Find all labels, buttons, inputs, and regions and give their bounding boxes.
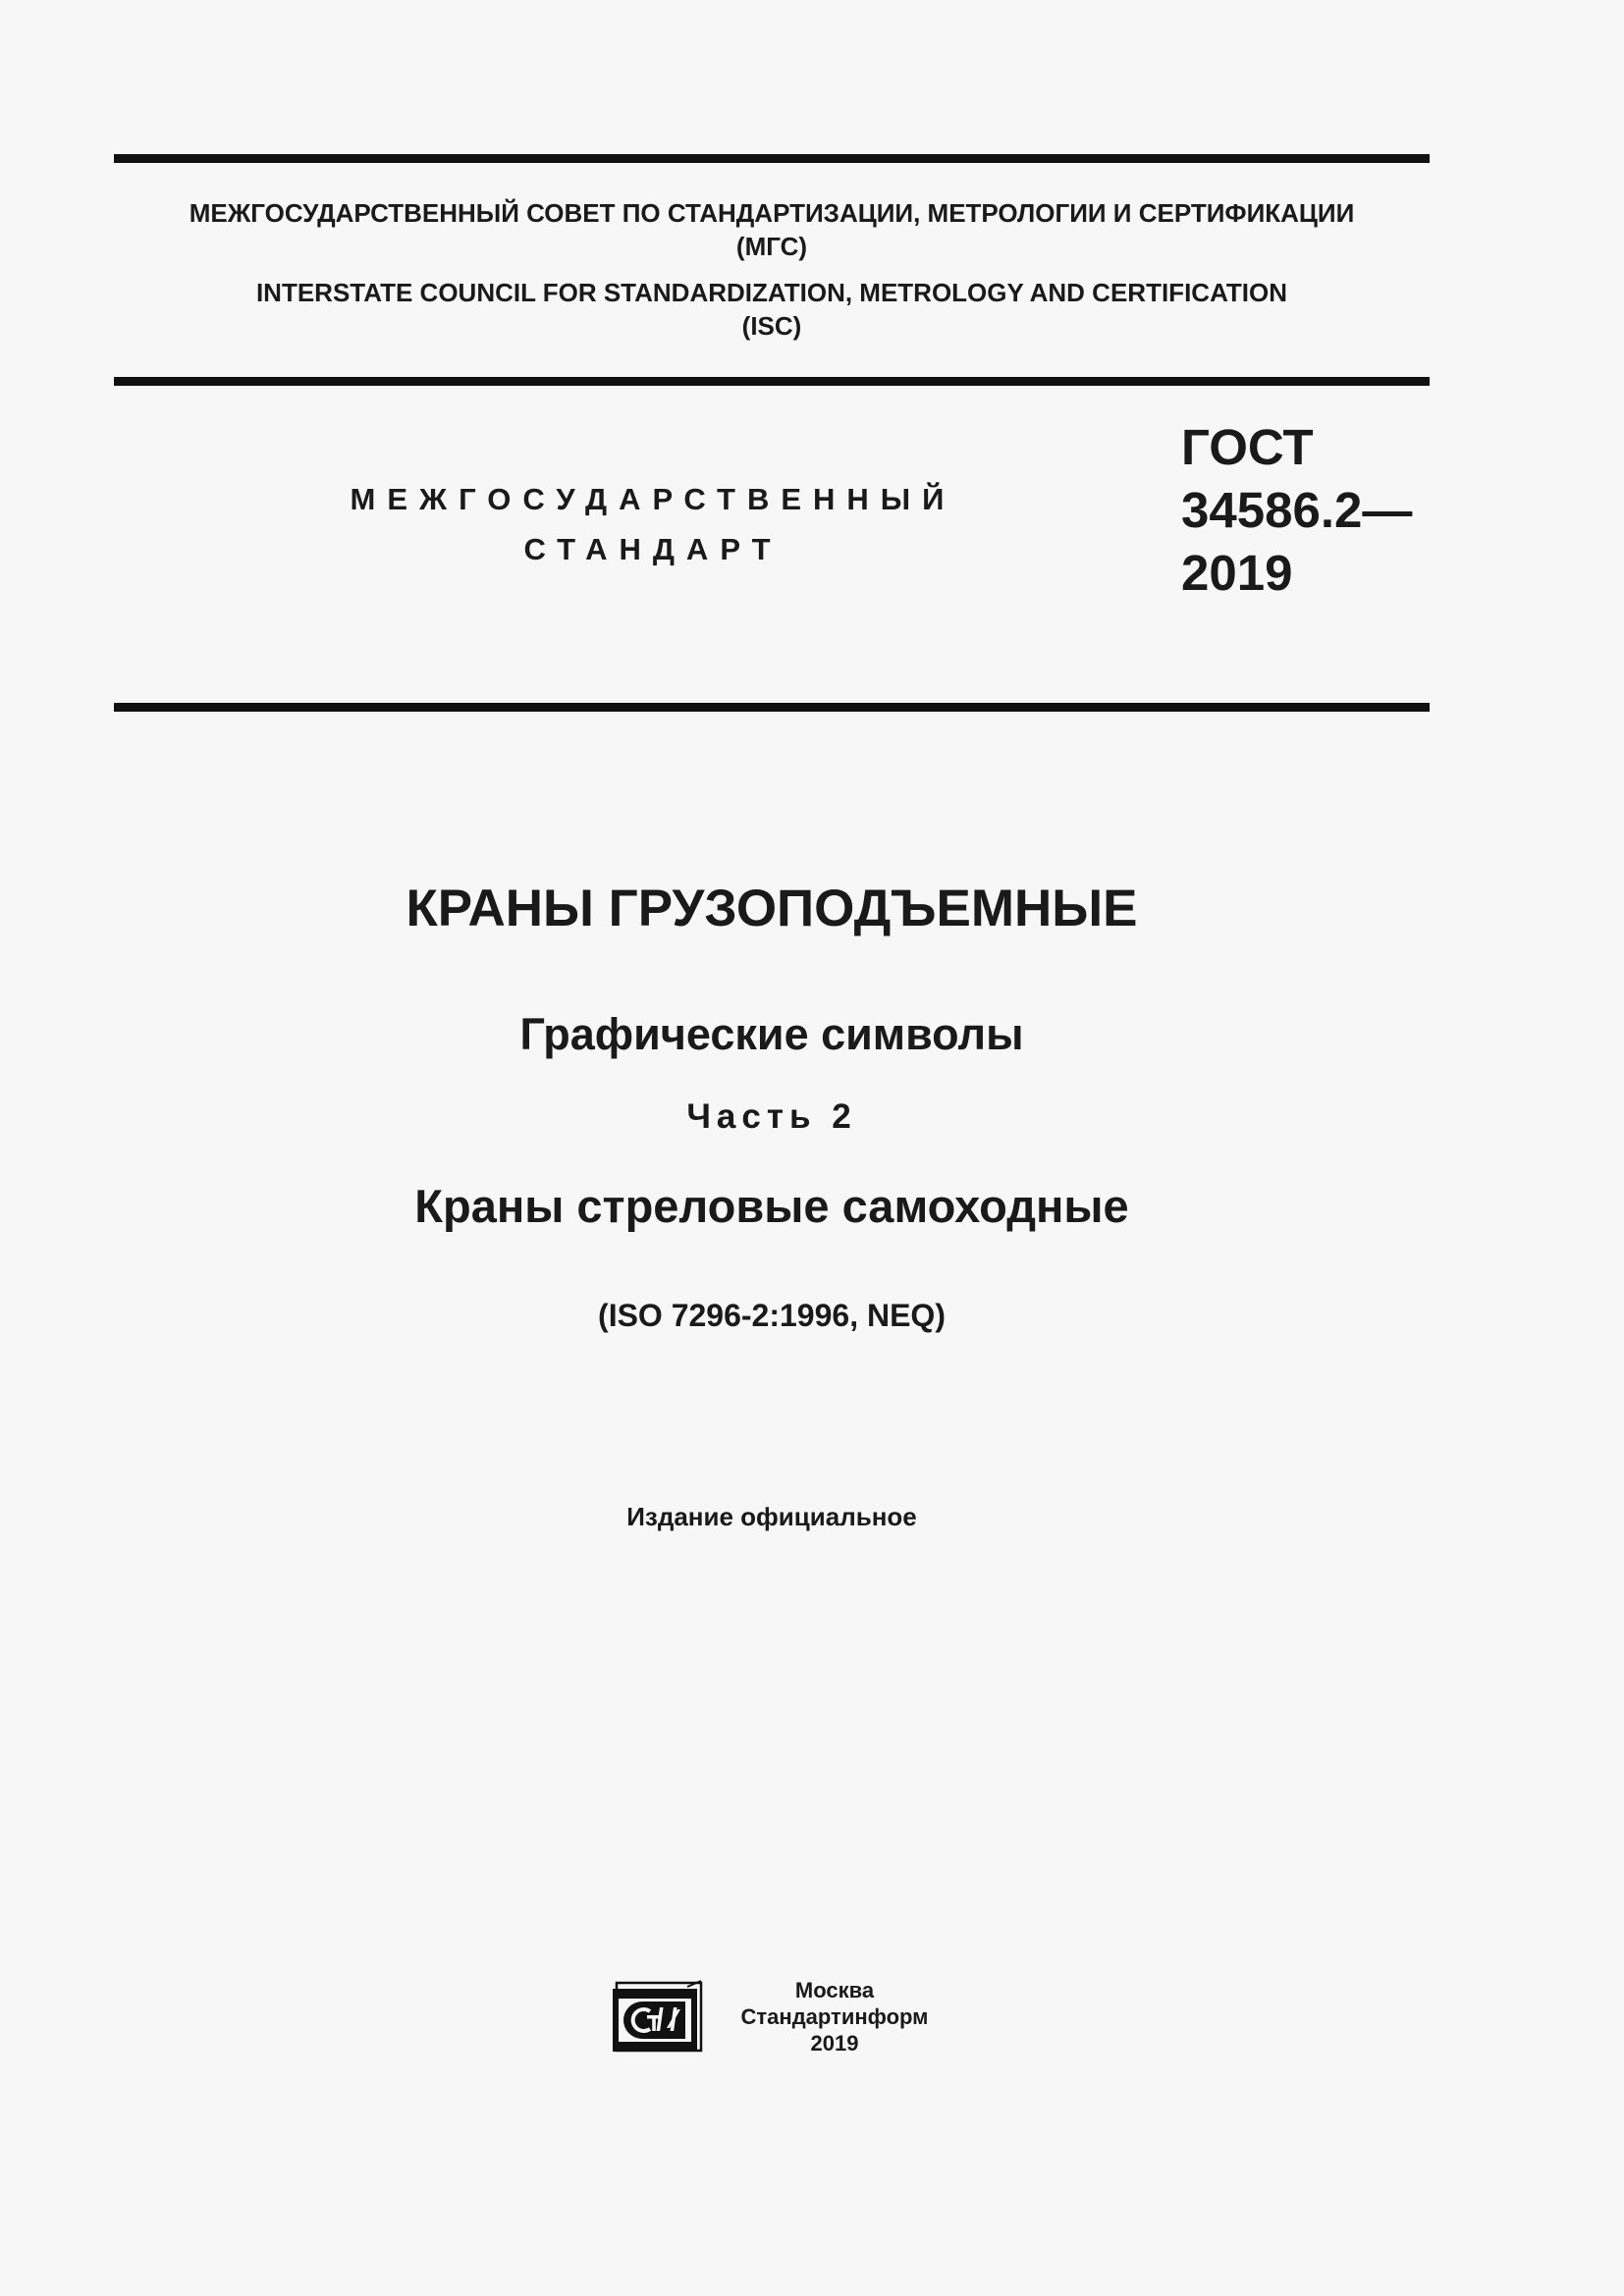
top-divider	[114, 154, 1430, 163]
publisher-name: Стандартинформ	[740, 2004, 929, 2029]
standard-type-line1: МЕЖГОСУДАРСТВЕННЫЙ	[350, 482, 956, 516]
council-name-ru	[114, 196, 1430, 263]
gost-designation	[1181, 416, 1412, 605]
gost-number: 34586.2—	[1181, 482, 1413, 538]
gost-word: ГОСТ	[1181, 419, 1314, 475]
publisher-city: Москва	[794, 1978, 875, 2002]
council-name-en-line: INTERSTATE COUNCIL FOR STANDARDIZATION, METROLOGY AND CERTIFICATION	[255, 278, 1288, 307]
edition-note: Издание официальное	[626, 1502, 917, 1531]
header-divider	[114, 377, 1430, 386]
standartinform-logo-icon	[611, 1979, 704, 2055]
designation-divider	[114, 703, 1430, 712]
council-name-ru-line: МЕЖГОСУДАРСТВЕННЫЙ СОВЕТ ПО СТАНДАРТИЗАЦИИ, МЕТРОЛОГИИ И СЕРТИФИКАЦИИ	[189, 198, 1355, 228]
gost-year: 2019	[1181, 545, 1293, 601]
council-name-en	[114, 276, 1430, 343]
iso-reference: (ISO 7296-2:1996, NEQ)	[598, 1298, 946, 1333]
council-abbr-ru: (МГС)	[735, 232, 808, 261]
part-title: Краны стреловые самоходные	[414, 1180, 1129, 1232]
document-title: КРАНЫ ГРУЗОПОДЪЕМНЫЕ	[406, 880, 1138, 937]
document-subtitle: Графические символы	[519, 1009, 1024, 1059]
standard-type-line2: СТАНДАРТ	[523, 532, 783, 566]
part-number: Часть 2	[686, 1097, 857, 1136]
publisher-year: 2019	[810, 2031, 859, 2056]
publisher-block	[717, 1977, 952, 2056]
council-abbr-en: (ISC)	[741, 311, 802, 341]
standard-type-label	[275, 474, 1031, 574]
